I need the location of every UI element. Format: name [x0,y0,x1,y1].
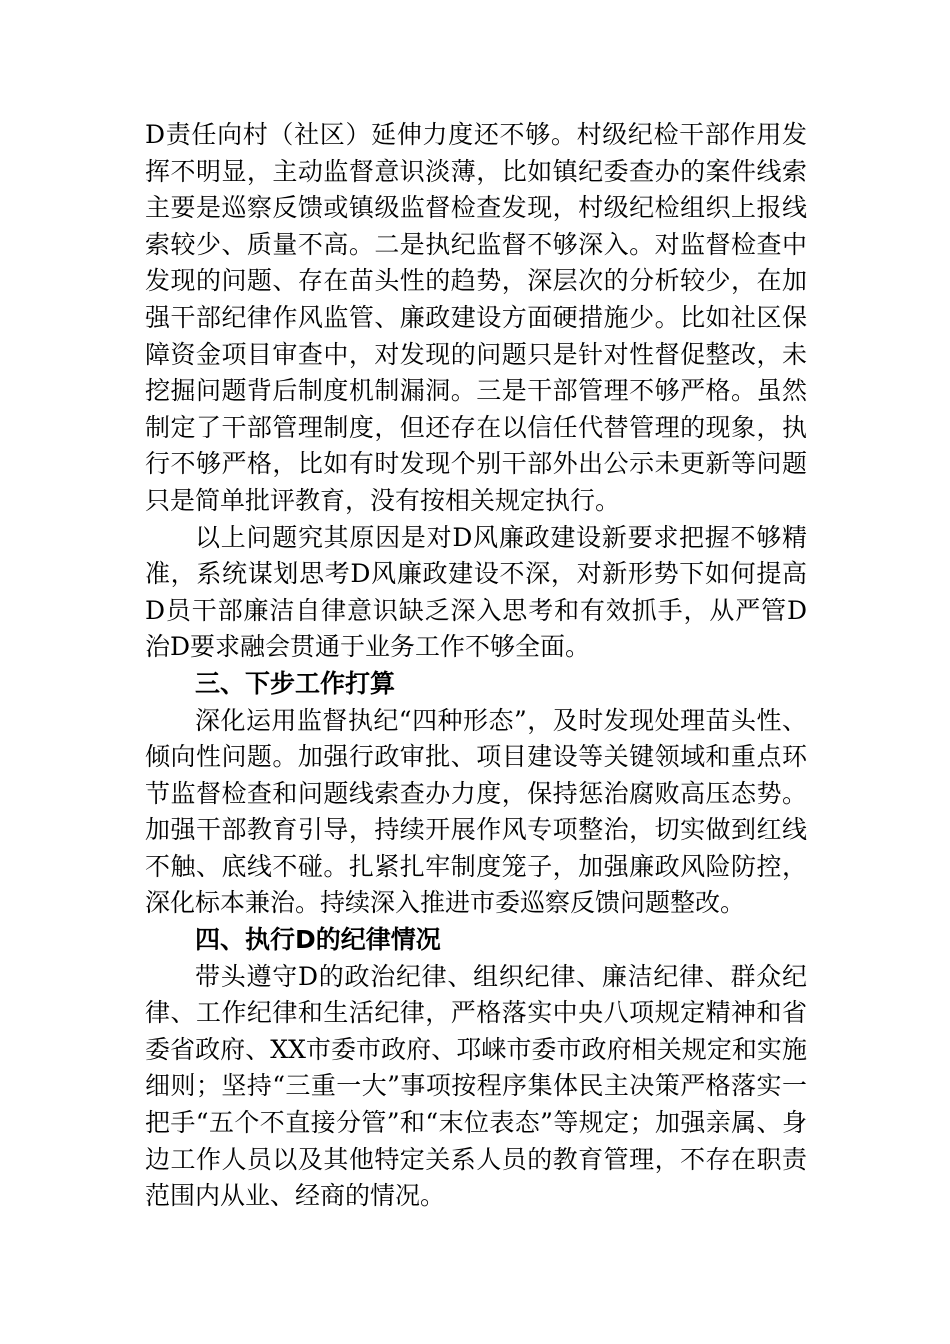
paragraph-cause-analysis: 以上问题究其原因是对D风廉政建设新要求把握不够精准，系统谋划思考D风廉政建设不深，对新形势下如何提高D员干部廉洁自律意识缺乏深入思考和有效抓手，从严管D治D要求融会贯通于业务工作不够全面。 [145,522,807,662]
paragraph-next-steps: 深化运用监督执纪“四种形态”，及时发现处理苗头性、倾向性问题。加强行政审批、项目建设等关键领域和重点环节监督检查和问题线索查办力度，保持惩治腐败高压态势。加强干部教育引导，持续开展作风专项整治，切实做到红线不触、底线不碰。扎紧扎牢制度笼子，加强廉政风险防控，深化标本兼治。持续深入推进市委巡察反馈问题整改。 [145,705,807,918]
section-heading-discipline: 四、执行D的纪律情况 [195,925,441,955]
paragraph-discipline: 带头遵守D的政治纪律、组织纪律、廉洁纪律、群众纪律、工作纪律和生活纪律，严格落实中央八项规定精神和省委省政府、XX市委市政府、邛崃市委市政府相关规定和实施细则；坚持“三重一大”事项按程序集体民主决策严格落实一把手“五个不直接分管”和“末位表态”等规定；加强亲属、身边工作人员以及其他特定关系人员的教育管理，不存在职责范围内从业、经商的情况。 [145,961,807,1211]
section-heading-next-steps: 三、下步工作打算 [195,668,396,698]
paragraph-continuation: D责任向村（社区）延伸力度还不够。村级纪检干部作用发挥不明显，主动监督意识淡薄，比如镇纪委查办的案件线索主要是巡察反馈或镇级监督检查发现，村级纪检组织上报线索较少、质量不高。二是执纪监督不够深入。对监督检查中发现的问题、存在苗头性的趋势，深层次的分析较少，在加强干部纪律作风监管、廉政建设方面硬措施少。比如社区保障资金项目审查中，对发现的问题只是针对性督促整改，未挖掘问题背后制度机制漏洞。三是干部管理不够严格。虽然制定了干部管理制度，但还存在以信任代替管理的现象，执行不够严格，比如有时发现个别干部外出公示未更新等问题只是简单批评教育，没有按相关规定执行。 [145,120,807,515]
document-page [145,117,807,1215]
